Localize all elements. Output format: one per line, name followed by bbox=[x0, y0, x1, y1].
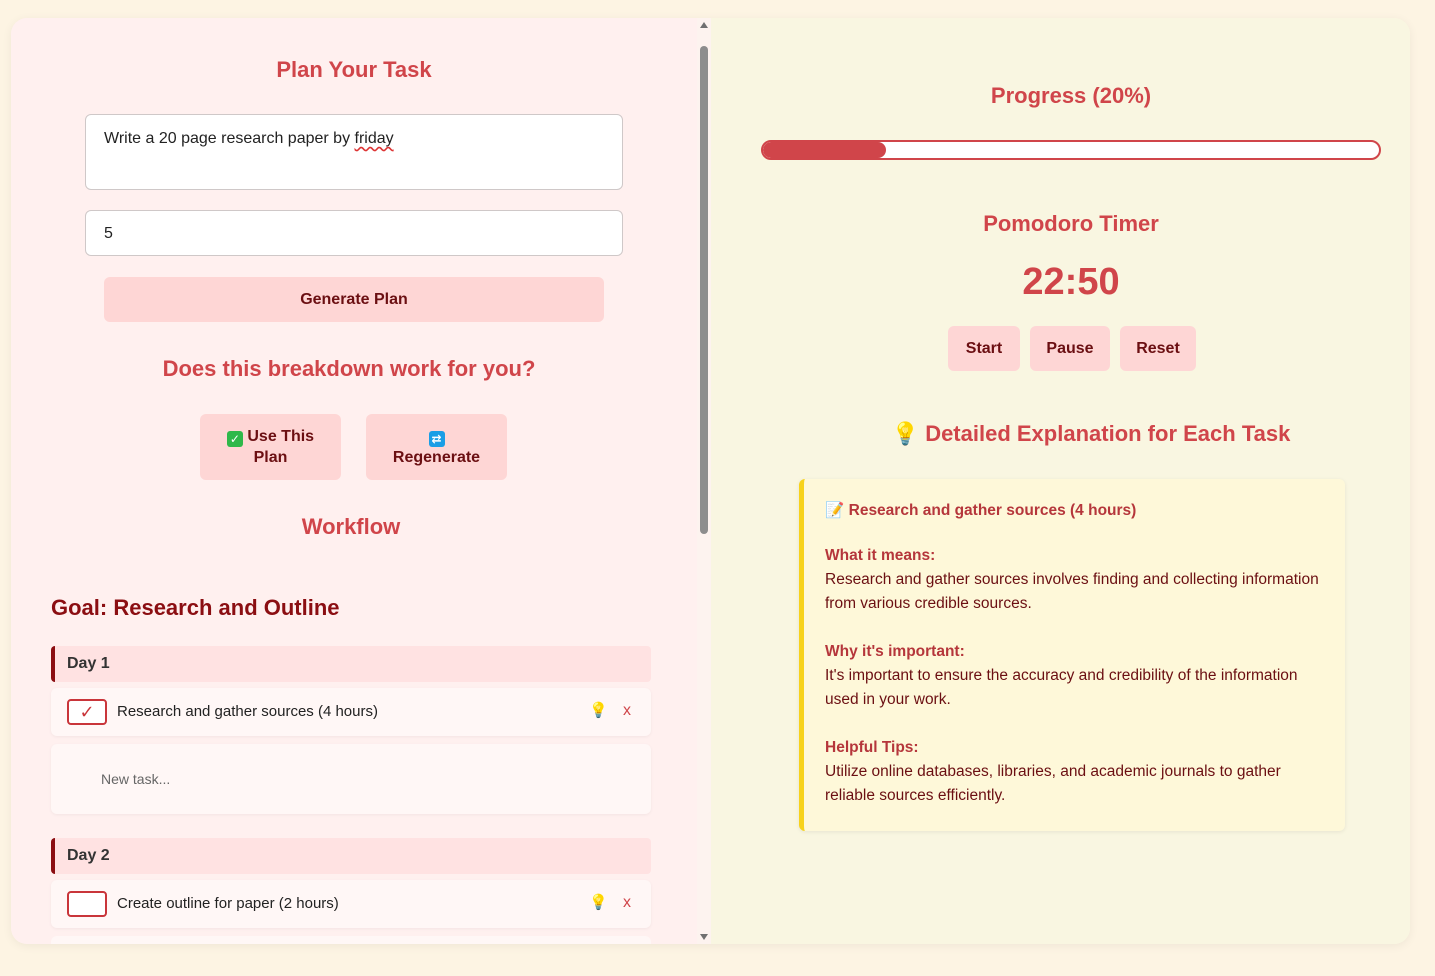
day-header: Day 2 bbox=[51, 838, 651, 874]
scrollbar-thumb[interactable] bbox=[700, 46, 708, 534]
card-title bbox=[825, 501, 1325, 520]
new-task-input[interactable]: New task... bbox=[51, 744, 651, 814]
workflow-title: Workflow bbox=[301, 514, 401, 539]
task-input-misspelled-word: friday bbox=[354, 130, 394, 147]
day-header: Day 1 bbox=[51, 646, 651, 682]
plan-title: Plan Your Task bbox=[276, 57, 432, 82]
progress-bar-fill bbox=[763, 142, 886, 158]
progress-panel bbox=[711, 18, 1410, 944]
task-text: Create outline for paper (2 hours) bbox=[117, 895, 339, 912]
task-checkbox[interactable]: ✓ bbox=[67, 699, 107, 725]
card-title-text: Research and gather sources (4 hours) bbox=[848, 502, 1137, 519]
task-text: Research and gather sources (4 hours) bbox=[117, 703, 378, 720]
lightbulb-icon: 💡 bbox=[891, 421, 920, 446]
goal-title: Goal: Research and Outline bbox=[51, 595, 340, 620]
next-task-row-partial bbox=[51, 936, 651, 944]
what-body: Research and gather sources involves finding and collecting information from various credible sources. bbox=[825, 571, 1319, 612]
delete-task-button[interactable]: x bbox=[623, 702, 631, 719]
why-body: It's important to ensure the accuracy and credibility of the information used in your work. bbox=[825, 667, 1298, 708]
start-button[interactable]: Start bbox=[948, 326, 1020, 371]
lightbulb-icon[interactable]: 💡 bbox=[589, 894, 608, 911]
tips-body: Utilize online databases, libraries, and academic journals to gather reliable sources efficiently. bbox=[825, 763, 1281, 804]
progress-title: Progress (20%) bbox=[990, 83, 1152, 108]
task-description-input[interactable] bbox=[85, 114, 623, 190]
left-panel-scrollbar[interactable] bbox=[697, 18, 711, 944]
use-plan-label-line2: Plan bbox=[253, 449, 288, 466]
reset-button[interactable]: Reset bbox=[1120, 326, 1196, 371]
planner-panel bbox=[11, 18, 697, 944]
breakdown-question: Does this breakdown work for you? bbox=[162, 356, 536, 381]
pause-button[interactable]: Pause bbox=[1030, 326, 1110, 371]
use-this-plan-button[interactable] bbox=[200, 414, 341, 480]
regenerate-label: Regenerate bbox=[392, 449, 481, 466]
what-label: What it means: bbox=[825, 547, 936, 564]
details-heading bbox=[711, 421, 1410, 447]
scroll-up-arrow-icon[interactable] bbox=[700, 22, 708, 28]
explanation-card bbox=[799, 479, 1345, 831]
days-input[interactable]: 5 bbox=[85, 210, 623, 256]
repeat-icon: ⇄ bbox=[429, 431, 445, 447]
app-window bbox=[11, 18, 1410, 944]
task-row bbox=[51, 880, 651, 928]
scroll-down-arrow-icon[interactable] bbox=[700, 934, 708, 940]
memo-icon: 📝 bbox=[825, 502, 845, 519]
progress-bar bbox=[761, 140, 1381, 160]
lightbulb-icon[interactable]: 💡 bbox=[589, 702, 608, 719]
task-input-text: Write a 20 page research paper by bbox=[104, 130, 355, 147]
use-plan-label-line1: Use This bbox=[247, 428, 315, 445]
delete-task-button[interactable]: x bbox=[623, 894, 631, 911]
timer-display: 22:50 bbox=[1022, 261, 1120, 303]
pomodoro-title: Pomodoro Timer bbox=[983, 211, 1159, 236]
check-mark-icon: ✓ bbox=[227, 431, 243, 447]
why-label: Why it's important: bbox=[825, 643, 965, 660]
details-title: Detailed Explanation for Each Task bbox=[925, 421, 1291, 446]
tips-label: Helpful Tips: bbox=[825, 739, 919, 756]
generate-plan-button[interactable]: Generate Plan bbox=[104, 277, 604, 322]
task-checkbox[interactable] bbox=[67, 891, 107, 917]
task-row bbox=[51, 688, 651, 736]
regenerate-button[interactable] bbox=[366, 414, 507, 480]
